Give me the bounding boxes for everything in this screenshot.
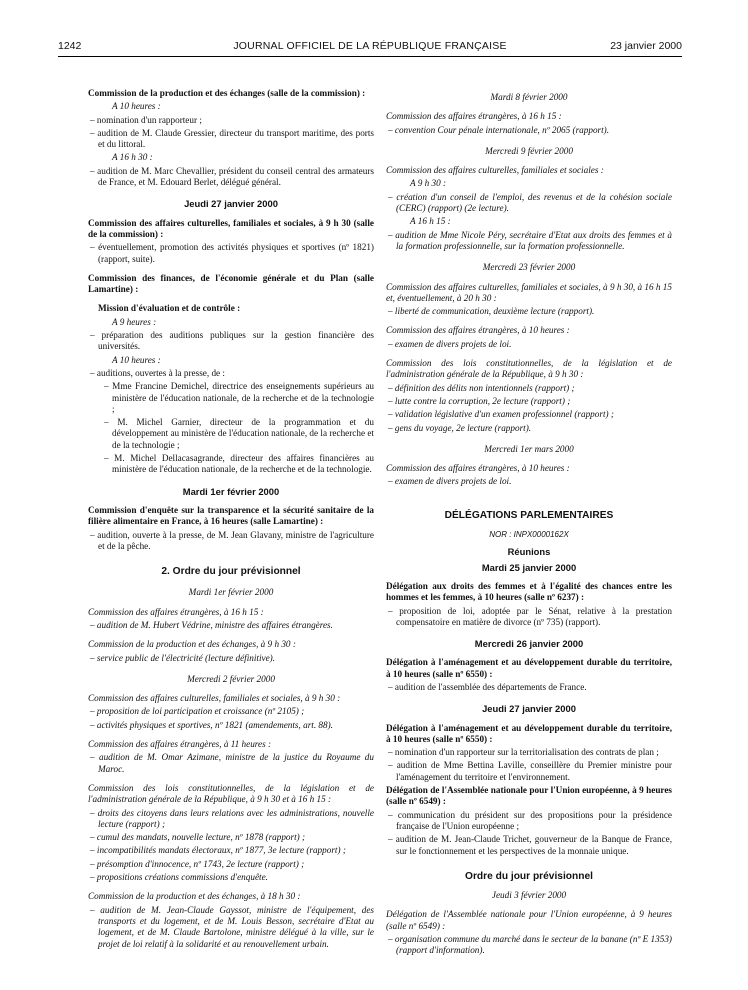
right-column	[386, 92, 672, 959]
entry-title: Commission des lois constitutionnelles, de la législation et de l'administration générale de la République, à 9 h 30 et à 16 h 15 :	[88, 782, 374, 805]
agenda-item: – audition de M. Jean-Claude Trichet, gouverneur de la Banque de France, sur le fonctionnement et les perspectives de la monnaie unique.	[388, 834, 672, 856]
agenda-item: – organisation commune du marché dans le secteur de la banane (nº E 1353) (rapport d'information).	[388, 934, 672, 956]
entry-title: Commission des affaires culturelles, familiales et sociales :	[386, 165, 604, 176]
date-heading: Mercredi 26 janvier 2000	[474, 638, 584, 650]
entry-title: Commission des affaires culturelles, familiales et sociales, à 9 h 30, à 16 h 15 et, éventuellement, à 20 h 30 :	[386, 281, 672, 303]
entry-title: Commission des affaires culturelles, familiales et sociales, à 9 h 30 :	[88, 693, 341, 704]
entry-time: A 16 h 30 :	[112, 152, 153, 163]
agenda-item: – cumul des mandats, nouvelle lecture, nº 1878 (rapport) ;	[90, 832, 306, 843]
agenda-item: – lutte contre la corruption, 2e lecture (rapport) ;	[388, 395, 571, 406]
entry-title: Commission des finances, de l'économie générale et du Plan (salle Lamartine) :	[88, 272, 374, 295]
agenda-item: – audition, ouverte à la presse, de M. Jean Glavany, ministre de l'agriculture et de la pêche.	[90, 529, 374, 551]
date-heading: Mardi 25 janvier 2000	[481, 561, 577, 573]
agenda-item: – audition de Mme Bettina Laville, conseillère du Premier ministre pour l'aménagement du territoire et l'environnement.	[388, 760, 672, 782]
date-heading: Mercredi 1er mars 2000	[484, 443, 574, 454]
agenda-item: – audition de l'assemblée des départements de France.	[388, 681, 587, 692]
entry-title: Commission des affaires étrangères, à 10 heures :	[386, 325, 570, 336]
entry-title: Commission de la production et des échanges, à 9 h 30 :	[88, 639, 296, 650]
date-heading: Mercredi 23 février 2000	[482, 262, 576, 273]
entry-time: A 10 heures :	[112, 354, 161, 365]
page-header	[58, 40, 682, 54]
date-heading: Mardi 8 février 2000	[490, 92, 568, 102]
agenda-subitem: – M. Michel Garnier, directeur de la programmation et du développement au ministère de l'éducation nationale, de la recherche et de la technologie ;	[104, 417, 374, 450]
agenda-item: – liberté de communication, deuxième lecture (rapport).	[388, 306, 595, 317]
entry-title: Délégation à l'aménagement et au développement durable du territoire, à 10 heures (salle nº 6550) :	[386, 722, 672, 744]
agenda-item: – proposition de loi participation et croissance (nº 2105) ;	[90, 706, 305, 717]
agenda-item: – audition de M. Marc Chevallier, président du conseil central des armateurs de France, et M. Edouard Berlet, délégué général.	[90, 165, 374, 188]
agenda-item: – examen de divers projets de loi.	[388, 476, 512, 487]
header-rule	[58, 56, 682, 57]
date-heading: Mardi 1er février 2000	[182, 485, 280, 497]
entry-title: Commission des affaires étrangères, à 10 heures :	[386, 463, 570, 474]
agenda-item: – création d'un conseil de l'emploi, des revenus et de la cohésion sociale (CERC) (rapport) (2e lecture).	[388, 191, 672, 214]
entry-title: Délégation aux droits des femmes et à l'égalité des chances entre les hommes et les femmes, à 10 heures (salle nº 6237) :	[386, 580, 672, 603]
agenda-item: – communication du président sur des propositions pour la présidence française de l'Union européenne ;	[388, 809, 672, 831]
agenda-item: – nomination d'un rapporteur sur la territorialisation des contrats de plan ;	[388, 747, 659, 758]
date-heading: Mardi 1er février 2000	[188, 587, 274, 598]
agenda-item: – présomption d'innocence, nº 1743, 2e lecture (rapport) ;	[90, 858, 305, 869]
agenda-item: – audition de Mme Nicole Péry, secrétaire d'Etat aux droits des femmes et à la formation professionnelle, sur la formation professionnelle.	[388, 229, 672, 251]
section-heading: 2. Ordre du jour prévisionnel	[161, 566, 301, 578]
section-heading: Ordre du jour prévisionnel	[465, 870, 593, 882]
section-heading: DÉLÉGATIONS PARLEMENTAIRES	[444, 509, 614, 521]
entry-time: A 9 heures :	[112, 316, 157, 327]
entry-title: Délégation de l'Assemblée nationale pour l'Union européenne, à 9 heures (salle nº 6549) :	[386, 785, 672, 807]
date-heading: Mercredi 9 février 2000	[485, 145, 573, 156]
entry-time: A 9 h 30 :	[410, 178, 447, 189]
date-heading: Jeudi 27 janvier 2000	[482, 703, 576, 715]
agenda-item: – droits des citoyens dans leurs relations avec les administrations, nouvelle lecture (rapport) ;	[90, 807, 374, 829]
agenda-item: – service public de l'électricité (lecture définitive).	[90, 652, 276, 663]
date-heading: Mercredi 2 février 2000	[187, 673, 275, 684]
agenda-item: – validation législative d'un examen professionnel (rapport) ;	[388, 409, 614, 420]
entry-subtitle: Mission d'évaluation et de contrôle :	[98, 303, 241, 314]
entry-title: Commission de la production et des échanges (salle de la commission) :	[88, 88, 366, 98]
page-number: 1242	[58, 40, 82, 52]
agenda-item: – examen de divers projets de loi.	[388, 338, 512, 349]
agenda-item: – audition de M. Jean-Claude Gayssot, ministre de l'équipement, des transports et du logement, et de M. Louis Besson, secrétaire d'Etat au logement, et de M. Claude Bartolone, ministre délégué à la ville, sur le projet de loi relatif à la solidarité et au renouvellement urbain.	[90, 904, 374, 949]
agenda-item: – auditions, ouvertes à la presse, de :	[90, 367, 225, 378]
agenda-item: – audition de M. Hubert Védrine, ministre des affaires étrangères.	[90, 619, 333, 630]
agenda-item: – incompatibilités mandats électoraux, nº 1877, 3e lecture (rapport) ;	[90, 845, 346, 856]
agenda-item: – activités physiques et sportives, nº 1821 (amendements, art. 88).	[90, 719, 333, 730]
entry-title: Commission des affaires étrangères, à 16 h 15 :	[386, 111, 562, 122]
entry-title: Commission des affaires culturelles, familiales et sociales, à 9 h 30 (salle de la commission) :	[88, 217, 374, 239]
entry-title: Délégation de l'Assemblée nationale pour l'Union européenne, à 9 heures (salle nº 6549) :	[386, 909, 672, 931]
journal-title: JOURNAL OFFICIEL DE LA RÉPUBLIQUE FRANÇAISE	[233, 40, 507, 52]
issue-date: 23 janvier 2000	[610, 40, 682, 52]
entry-title: Commission d'enquête sur la transparence et la sécurité sanitaire de la filière alimentaire en France, à 16 heures (salle Lamartine) :	[88, 504, 374, 527]
subsection-heading: Réunions	[507, 546, 551, 558]
agenda-item: – définition des délits non intentionnels (rapport) ;	[388, 382, 575, 393]
entry-time: A 16 h 15 :	[410, 216, 451, 227]
agenda-subitem: – M. Michel Dellacasagrande, directeur des affaires financières au ministère de l'éducation nationale, de la recherche et de la technologie.	[104, 453, 374, 475]
agenda-item: – audition de M. Omar Azimane, ministre de la justice du Royaume du Maroc.	[90, 752, 374, 774]
agenda-item: – audition de M. Claude Gressier, directeur du transport maritime, des ports et du littoral.	[90, 127, 374, 150]
agenda-item: – nomination d'un rapporteur ;	[90, 114, 202, 125]
agenda-item: – gens du voyage, 2e lecture (rapport).	[388, 422, 532, 433]
date-heading: Jeudi 27 janvier 2000	[184, 198, 278, 210]
agenda-subitem: – Mme Francine Demichel, directrice des enseignements supérieurs au ministère de l'éducation nationale, de la recherche et de la technologie ;	[104, 381, 374, 414]
agenda-item: – convention Cour pénale internationale, nº 2065 (rapport).	[388, 124, 610, 135]
agenda-item: – proposition de loi, adoptée par le Sénat, relative à la prestation compensatoire en matière de divorce (nº 735) (rapport).	[388, 605, 672, 627]
entry-title: Commission de la production et des échanges, à 18 h 30 :	[88, 891, 301, 902]
entry-time: A 10 heures :	[112, 101, 161, 112]
nor-reference: NOR : INPX0000162X	[489, 530, 569, 540]
entry-title: Délégation à l'aménagement et au développement durable du territoire, à 10 heures (salle nº 6550) :	[386, 657, 672, 679]
agenda-item: – préparation des auditions publiques sur la gestion financière des universités.	[90, 330, 374, 352]
date-heading: Jeudi 3 février 2000	[491, 890, 567, 901]
entry-title: Commission des affaires étrangères, à 16 h 15 :	[88, 606, 264, 617]
left-column	[88, 88, 374, 952]
agenda-item: – éventuellement, promotion des activités physiques et sportives (nº 1821) (rapport, suite).	[90, 242, 374, 264]
agenda-item: – propositions créations commissions d'enquête.	[90, 872, 268, 883]
entry-title: Commission des affaires étrangères, à 11 heures :	[88, 739, 272, 750]
entry-title: Commission des lois constitutionnelles, de la législation et de l'administration générale de la République, à 9 h 30 :	[386, 358, 672, 380]
